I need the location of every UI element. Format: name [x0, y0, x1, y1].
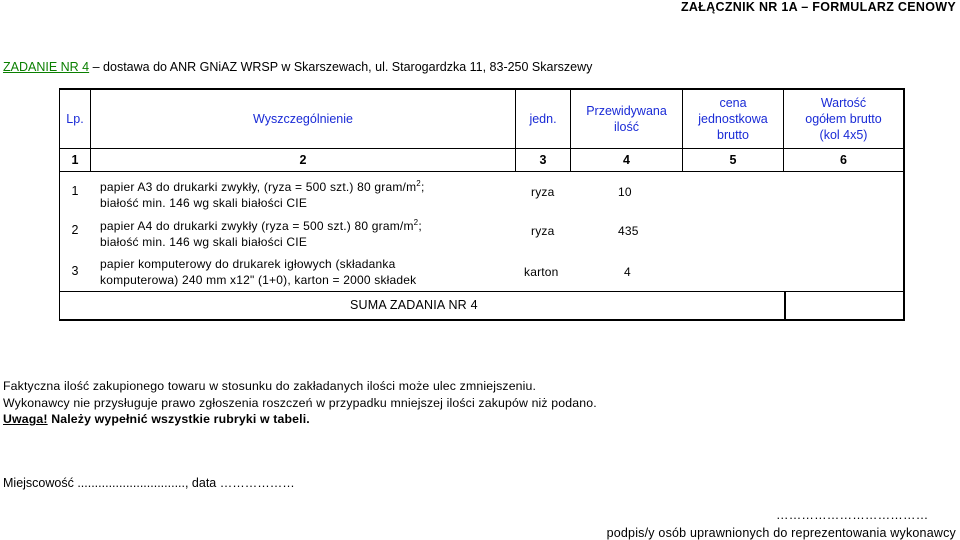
row-description-line2: białość min. 146 wg skali białości CIE — [100, 196, 308, 210]
notes — [3, 378, 597, 428]
header-lp: Lp. — [66, 112, 84, 126]
col-number-2: 2 — [299, 153, 307, 167]
place-date-line: Miejscowość ..............................., data ……………… — [3, 476, 295, 490]
warning-line — [3, 411, 597, 428]
note-line-2: Wykonawcy nie przysługuje prawo zgłoszenia roszczeń w przypadku mniejszej ilości zakupów niż podano. — [3, 395, 597, 410]
row-quantity: 435 — [618, 224, 639, 238]
row-description — [100, 256, 416, 288]
table-sum-bottom — [59, 319, 904, 321]
table-border-right — [903, 88, 905, 321]
col-number-6: 6 — [840, 153, 847, 167]
signature-caption: podpis/y osób uprawnionych do reprezentowania wykonawcy — [606, 526, 956, 540]
col-number-1: 1 — [71, 153, 79, 167]
row-lp: 3 — [71, 264, 79, 278]
header-price-line2: jednostkowa — [698, 112, 768, 126]
header-price-line1: cena — [719, 96, 747, 110]
header-total-value — [784, 95, 903, 143]
table-numbers-bottom — [59, 171, 904, 172]
row-description-line2: komputerowa) 240 mm x12" (1+0), karton = 2000 składek — [100, 273, 417, 287]
warning-label: Uwaga! — [3, 412, 48, 426]
note-line-1: Faktyczna ilość zakupionego towaru w stosunku do zakładanych ilości może ulec zmniejszeniu. — [3, 379, 537, 393]
task-description: – dostawa do ANR GNiAZ WRSP w Skarszewach, ul. Starogardzka 11, 83-250 Skarszewy — [89, 60, 593, 74]
signature-dots: ……………………………… — [776, 508, 929, 522]
row-description-line1: papier komputerowy do drukarek igłowych (składanka — [100, 257, 396, 271]
table-body-bottom — [59, 291, 904, 292]
task-line — [3, 60, 592, 74]
header-total-line3: (kol 4x5) — [819, 128, 868, 142]
row-description-line2: białość min. 146 wg skali białości CIE — [100, 235, 308, 249]
header-unit: jedn. — [529, 112, 557, 126]
header-quantity — [571, 103, 682, 135]
row-description-line1: papier A3 do drukarki zwykły, (ryza = 500 szt.) 80 gram/$m^2$; — [100, 179, 425, 194]
col-number-5: 5 — [729, 153, 737, 167]
col-number-3: 3 — [539, 153, 547, 167]
header-unit-price — [683, 95, 783, 143]
row-lp: 1 — [71, 184, 79, 198]
row-quantity: 10 — [618, 185, 632, 199]
row-unit: karton — [524, 265, 559, 279]
row-unit: ryza — [531, 224, 555, 238]
col-number-4: 4 — [623, 153, 630, 167]
header-description: Wyszczególnienie — [253, 112, 353, 126]
row-description-line1: papier A4 do drukarki zwykły (ryza = 500 szt.) 80 gram/$m^2$; — [100, 218, 422, 233]
row-description — [100, 176, 425, 211]
sum-value-field[interactable] — [786, 292, 903, 319]
task-label: ZADANIE NR 4 — [3, 60, 90, 74]
header-total-line1: Wartość — [820, 96, 867, 110]
row-unit: ryza — [531, 185, 555, 199]
header-total-line2: ogółem brutto — [805, 112, 882, 126]
warning-text: Należy wypełnić wszystkie rubryki w tabeli. — [47, 412, 310, 426]
row-quantity: 4 — [624, 265, 631, 279]
header-price-line3: brutto — [717, 128, 749, 142]
row-description — [100, 215, 422, 250]
sum-label: SUMA ZADANIA NR 4 — [350, 298, 478, 312]
row-lp: 2 — [71, 223, 79, 237]
form-title: ZAŁĄCZNIK NR 1A – FORMULARZ CENOWY — [680, 0, 956, 14]
header-quantity-line1: Przewidywana — [586, 104, 667, 118]
table-header-bottom — [59, 148, 904, 149]
table-border-top — [59, 88, 904, 90]
header-quantity-line2: ilość — [613, 120, 639, 134]
